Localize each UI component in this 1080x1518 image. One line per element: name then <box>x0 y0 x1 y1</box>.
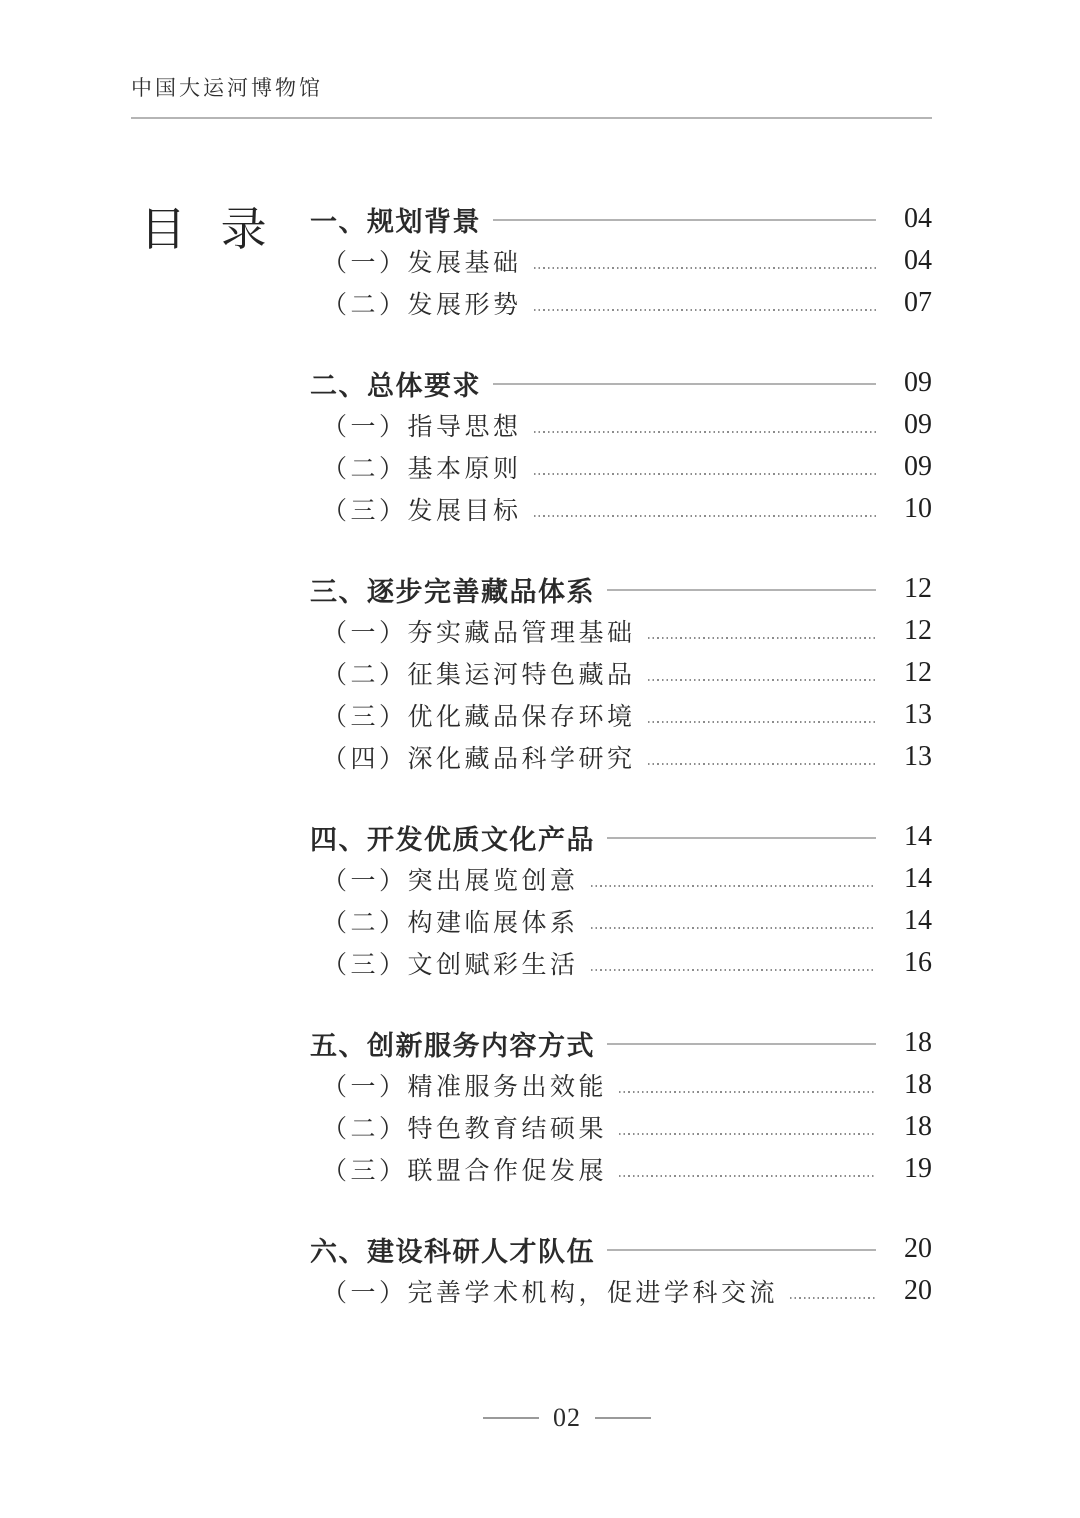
leader-line-solid <box>493 219 876 221</box>
leader-line-dotted <box>648 679 876 681</box>
toc-section-heading-row <box>310 568 932 610</box>
leader-line-dotted <box>534 473 876 475</box>
toc-item-title: （二）构建临展体系 <box>322 908 579 937</box>
toc-item-row <box>310 1148 932 1190</box>
toc-item-title: （二）基本原则 <box>322 454 522 483</box>
toc-section-page-number: 20 <box>904 1233 932 1264</box>
toc-item-title: （三）优化藏品保存环境 <box>322 702 636 731</box>
toc-section-heading-row <box>310 198 932 240</box>
toc-section <box>310 362 932 530</box>
leader-line-dotted <box>790 1297 876 1299</box>
toc-item-page-number: 12 <box>904 657 932 688</box>
leader-line-dotted <box>591 969 876 971</box>
toc-item-page-number: 20 <box>904 1275 932 1306</box>
leader-line-dotted <box>534 431 876 433</box>
footer-right-line <box>595 1417 651 1419</box>
leader-line-dotted <box>619 1091 876 1093</box>
leader-line-dotted <box>648 721 876 723</box>
toc-item-row <box>310 240 932 282</box>
leader-line-solid <box>607 1249 876 1251</box>
toc-item-title: （三）文创赋彩生活 <box>322 950 579 979</box>
toc-section-heading-row <box>310 1228 932 1270</box>
toc-item-page-number: 13 <box>904 741 932 772</box>
toc-section <box>310 568 932 778</box>
leader-line-dotted <box>619 1175 876 1177</box>
toc-item-title: （一）完善学术机构，促进学科交流 <box>322 1278 779 1307</box>
leader-line-solid <box>607 837 876 839</box>
toc-item-row <box>310 942 932 984</box>
leader-line-dotted <box>619 1133 876 1135</box>
toc-item-page-number: 09 <box>904 451 932 482</box>
leader-line-solid <box>607 1043 876 1045</box>
toc-section-title: 三、逐步完善藏品体系 <box>310 576 595 607</box>
leader-line-dotted <box>591 885 876 887</box>
toc-item-page-number: 19 <box>904 1153 932 1184</box>
toc-item-page-number: 07 <box>904 287 932 318</box>
toc-section-title: 五、创新服务内容方式 <box>310 1030 595 1061</box>
toc-item-row <box>310 610 932 652</box>
toc-item-title: （一）突出展览创意 <box>322 866 579 895</box>
toc-item-row <box>310 900 932 942</box>
leader-line-solid <box>607 589 876 591</box>
header-rule <box>131 117 932 119</box>
leader-line-dotted <box>534 515 876 517</box>
toc-item-title: （三）发展目标 <box>322 496 522 525</box>
toc-item-page-number: 18 <box>904 1069 932 1100</box>
toc-item-title: （二）征集运河特色藏品 <box>322 660 636 689</box>
toc-section-title: 四、开发优质文化产品 <box>310 824 595 855</box>
toc-item-title: （四）深化藏品科学研究 <box>322 744 636 773</box>
toc-item-row <box>310 1106 932 1148</box>
toc-item-title: （一）精准服务出效能 <box>322 1072 608 1101</box>
toc-item-title: （二）发展形势 <box>322 290 522 319</box>
toc-section <box>310 1228 932 1312</box>
toc-item-title: （一）夯实藏品管理基础 <box>322 618 636 647</box>
toc-section <box>310 816 932 984</box>
footer-left-line <box>483 1417 539 1419</box>
toc-item-page-number: 09 <box>904 409 932 440</box>
leader-line-solid <box>493 383 876 385</box>
toc-section-page-number: 09 <box>904 367 932 398</box>
toc-item-title: （三）联盟合作促发展 <box>322 1156 608 1185</box>
museum-name: 中国大运河博物馆 <box>131 76 323 100</box>
toc-item-page-number: 14 <box>904 863 932 894</box>
toc-section-title: 六、建设科研人才队伍 <box>310 1236 595 1267</box>
toc-item-row <box>310 858 932 900</box>
toc-section-page-number: 04 <box>904 203 932 234</box>
toc-item-row <box>310 488 932 530</box>
toc-item-title: （一）指导思想 <box>322 412 522 441</box>
toc-item-page-number: 13 <box>904 699 932 730</box>
toc-item-page-number: 14 <box>904 905 932 936</box>
toc-item-title: （一）发展基础 <box>322 248 522 277</box>
toc-item-page-number: 16 <box>904 947 932 978</box>
toc-item-page-number: 12 <box>904 615 932 646</box>
page-header <box>131 72 932 119</box>
toc-item-row <box>310 404 932 446</box>
toc-section-heading-row <box>310 816 932 858</box>
toc-item-row <box>310 446 932 488</box>
toc-section-heading-row <box>310 1022 932 1064</box>
toc-item-title: （二）特色教育结硕果 <box>322 1114 608 1143</box>
toc-section <box>310 1022 932 1190</box>
leader-line-dotted <box>534 309 876 311</box>
toc-item-row <box>310 736 932 778</box>
toc-item-row <box>310 282 932 324</box>
toc-section-page-number: 14 <box>904 821 932 852</box>
leader-line-dotted <box>648 763 876 765</box>
toc-section-page-number: 12 <box>904 573 932 604</box>
toc-item-row <box>310 694 932 736</box>
leader-line-dotted <box>591 927 876 929</box>
toc-section-heading-row <box>310 362 932 404</box>
leader-line-dotted <box>534 267 876 269</box>
toc-item-page-number: 18 <box>904 1111 932 1142</box>
toc-list <box>310 198 932 1312</box>
toc-item-row <box>310 652 932 694</box>
toc-item-page-number: 10 <box>904 493 932 524</box>
toc-title: 目 录 <box>140 202 277 256</box>
toc-section-title: 二、总体要求 <box>310 370 481 401</box>
toc-section-page-number: 18 <box>904 1027 932 1058</box>
toc-section-title: 一、规划背景 <box>310 206 481 237</box>
leader-line-dotted <box>648 637 876 639</box>
toc-item-row <box>310 1064 932 1106</box>
toc-item-row <box>310 1270 932 1312</box>
footer-page-number: 02 <box>553 1403 581 1432</box>
toc-item-page-number: 04 <box>904 245 932 276</box>
toc-section <box>310 198 932 324</box>
page-footer <box>27 1403 1080 1433</box>
